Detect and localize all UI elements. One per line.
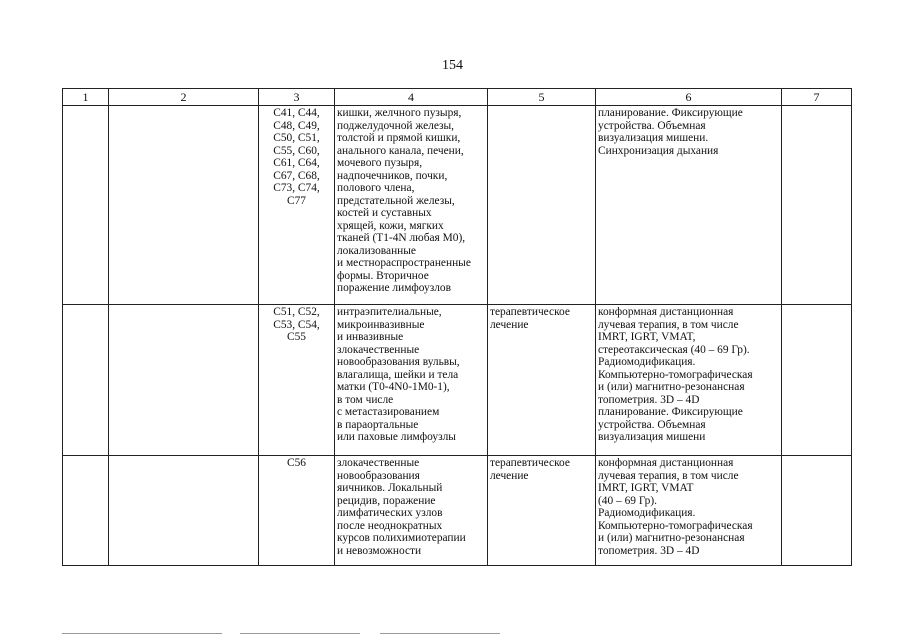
column-header: 7	[782, 89, 852, 106]
page-number: 154	[442, 58, 463, 73]
column-header: 2	[109, 89, 259, 106]
column-number-row	[63, 89, 852, 106]
scan-edge-line	[62, 633, 222, 634]
table-cell	[782, 305, 852, 456]
table-cell	[109, 456, 259, 566]
column-header: 3	[259, 89, 335, 106]
table-cell	[63, 106, 109, 305]
scan-edge-line	[380, 633, 500, 634]
table-cell	[782, 456, 852, 566]
table-cell	[109, 106, 259, 305]
table-row	[63, 456, 852, 566]
diagnosis-cell: интраэпителиальные, микроинвазивные и инвазивные злокачественные новообразования вульвы, влагалища, шейки и тела матки (T0-4N0-1M0-1), в том числе с метастазированием в параортальные или паховые лимфоузлы	[335, 305, 488, 456]
column-header: 4	[335, 89, 488, 106]
table-cell	[63, 305, 109, 456]
icd-codes-cell: C56	[259, 456, 335, 566]
icd-codes-cell: C41, C44, C48, C49, C50, C51, C55, C60, C61, C64, C67, C68, C73, C74, C77	[259, 106, 335, 305]
diagnosis-cell: кишки, желчного пузыря, поджелудочной железы, толстой и прямой кишки, анального канала, печени, мочевого пузыря, надпочечников, почки, полового члена, предстательной железы, костей и суставных хрящей, кожи, мягких тканей (T1-4N любая M0), локализованные и местнораспространенные формы. Вторичное поражение лимфоузлов	[335, 106, 488, 305]
table-cell	[63, 456, 109, 566]
diagnosis-cell: злокачественные новообразования яичников. Локальный рецидив, поражение лимфатических узлов после неоднократных курсов полихимиотерапии и невозможности	[335, 456, 488, 566]
treatment-type-cell: терапевтическое лечение	[488, 305, 596, 456]
treatment-table	[62, 88, 852, 566]
icd-codes-cell: C51, C52, C53, C54, C55	[259, 305, 335, 456]
table-cell	[782, 106, 852, 305]
treatment-type-cell	[488, 106, 596, 305]
treatment-type-cell: терапевтическое лечение	[488, 456, 596, 566]
scan-edge-line	[240, 633, 360, 634]
table-row	[63, 106, 852, 305]
table-row	[63, 305, 852, 456]
treatment-method-cell: конформная дистанционная лучевая терапия, в том числе IMRT, IGRT, VMAT (40 – 69 Гр). Радиомодификация. Компьютерно-томографическая и (или) магнитно-резонансная топометрия. 3D – 4D	[596, 456, 782, 566]
column-header: 5	[488, 89, 596, 106]
table-cell	[109, 305, 259, 456]
treatment-method-cell: конформная дистанционная лучевая терапия, в том числе IMRT, IGRT, VMAT, стереотаксическая (40 – 69 Гр). Радиомодификация. Компьютерно-томографическая и (или) магнитно-резонансная топометрия. 3D – 4D планирование. Фиксирующие устройства. Объемная визуализация мишени	[596, 305, 782, 456]
treatment-method-cell: планирование. Фиксирующие устройства. Объемная визуализация мишени. Синхронизация дыхания	[596, 106, 782, 305]
column-header: 1	[63, 89, 109, 106]
column-header: 6	[596, 89, 782, 106]
